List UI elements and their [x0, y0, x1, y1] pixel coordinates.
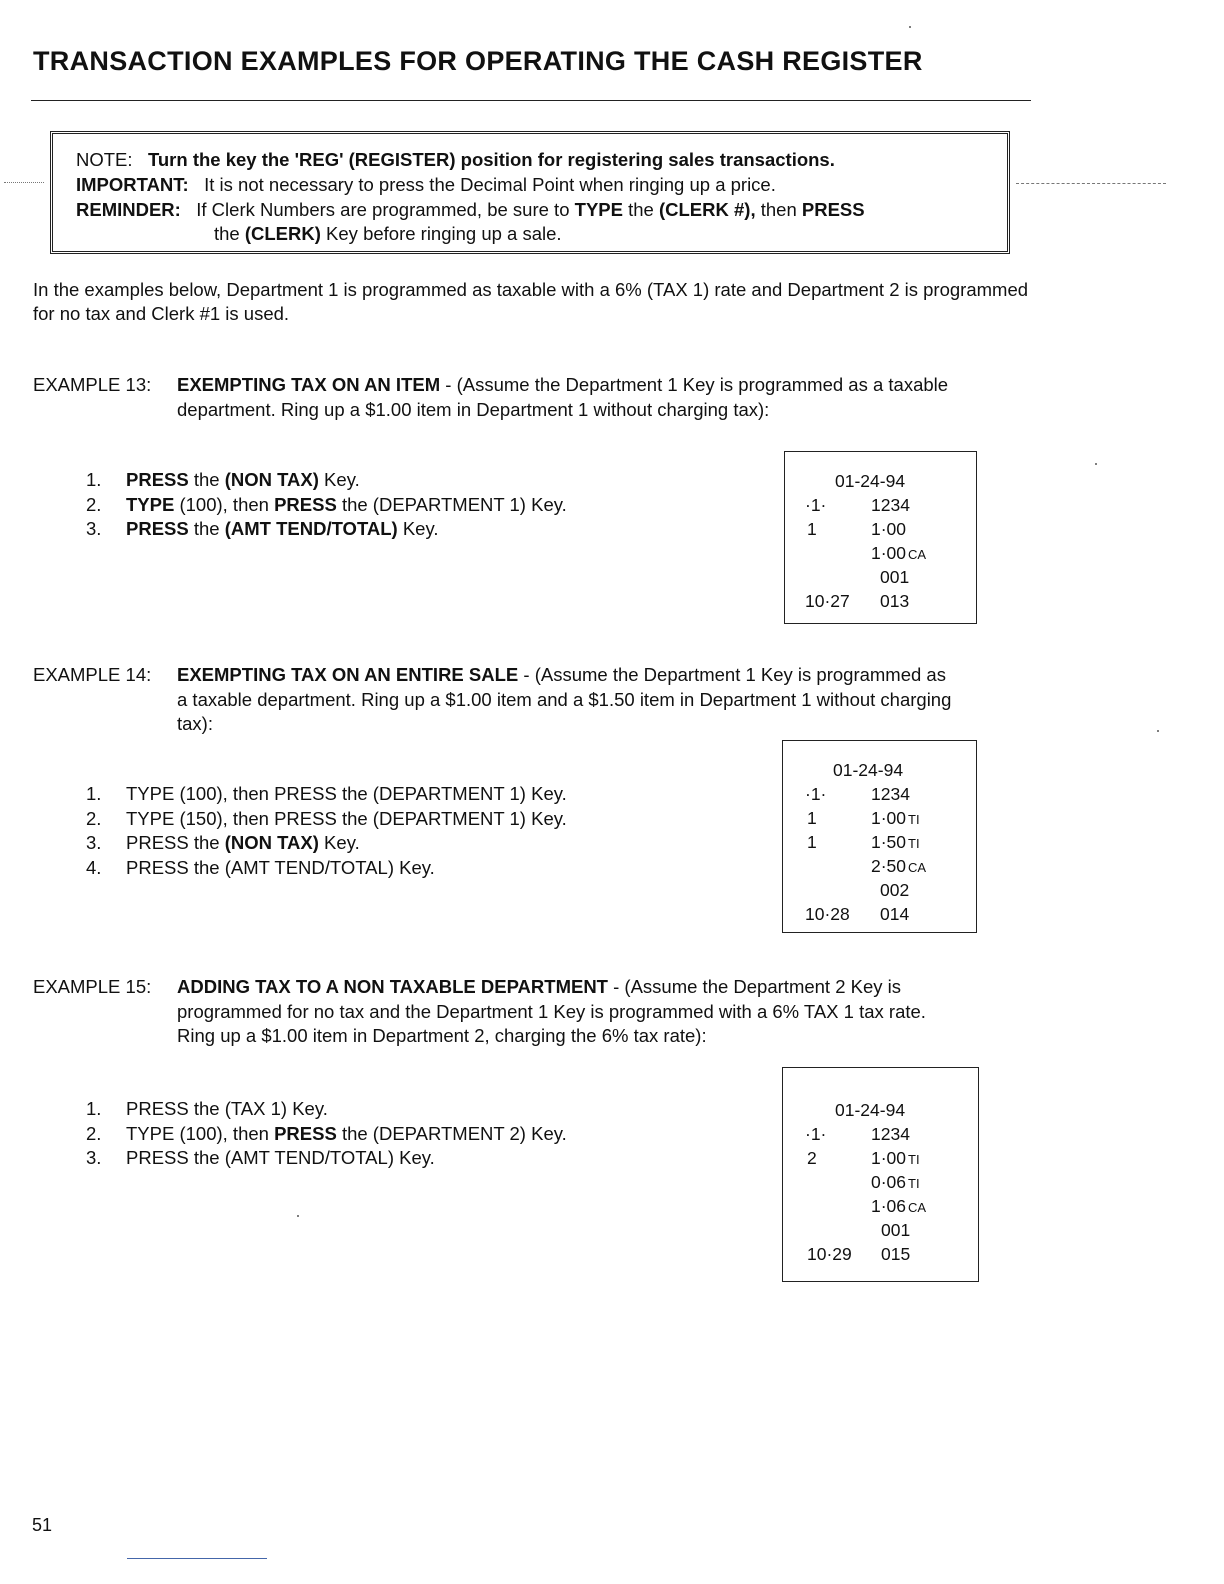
- step-item: [86, 856, 567, 881]
- receipt-count: 001: [881, 1220, 911, 1240]
- receipt-amount: 1·00: [871, 808, 907, 828]
- step-text: the: [188, 856, 225, 878]
- step-text: Key.: [393, 1147, 435, 1168]
- step-item: [86, 1122, 567, 1147]
- important-line: [76, 174, 776, 196]
- receipt-number: 1234: [871, 495, 910, 515]
- step-text: (100), then: [174, 493, 275, 515]
- step-text: the: [188, 518, 225, 539]
- step-text: the: [188, 469, 225, 490]
- footer-line: [127, 1558, 267, 1559]
- receipt-consecutive: 015: [881, 1244, 911, 1264]
- example-heading: EXEMPTING TAX ON AN ENTIRE SALE: [177, 664, 519, 685]
- receipt-tag: CA: [908, 547, 927, 562]
- example-text: - (Assume the Department 1 Key is programmed as: [518, 664, 946, 685]
- step-list: [86, 1097, 567, 1171]
- receipt-date: 01-24-94: [835, 471, 906, 491]
- receipt-item-line: [871, 830, 920, 854]
- step-number: 2.: [86, 807, 102, 829]
- important-label: IMPORTANT:: [76, 174, 189, 195]
- scan-mark-left: [4, 182, 44, 183]
- step-list: [86, 468, 567, 542]
- step-text: Key.: [397, 518, 439, 539]
- important-text: It is not necessary to press the Decimal Point when ringing up a price.: [204, 174, 776, 195]
- scan-speck: [297, 1215, 299, 1217]
- reminder-clerk-key: (CLERK): [244, 223, 321, 244]
- receipt-dept: 1: [807, 519, 817, 539]
- example-label: EXAMPLE 15:: [33, 976, 152, 997]
- step-item: [86, 831, 567, 856]
- step-item: [86, 1097, 567, 1122]
- step-number: 2.: [86, 493, 102, 515]
- step-key: (AMT TEND/TOTAL): [224, 856, 394, 878]
- receipt-amount: 1·00: [871, 1148, 907, 1168]
- receipt-date: 01-24-94: [835, 1100, 906, 1120]
- example-label: EXAMPLE 13:: [33, 374, 152, 395]
- step-text: Key.: [287, 1098, 328, 1119]
- step-action: TYPE: [126, 1122, 175, 1144]
- scan-speck: [909, 26, 911, 28]
- step-text: the: [188, 1147, 225, 1168]
- step-key: (NON TAX): [224, 469, 319, 490]
- note-label: NOTE:: [76, 149, 133, 170]
- receipt-time: 10·29: [807, 1244, 852, 1264]
- intro-paragraph: In the examples below, Department 1 is programmed as taxable with a 6% (TAX 1) rate and Department 2 is programmed for no tax and Clerk #1 is used.: [33, 279, 1029, 324]
- example-text: - (Assume the Department 1 Key is programmed as a taxable: [440, 374, 949, 395]
- receipt-amount: 2·50: [871, 856, 907, 876]
- receipt-time: 10·27: [805, 591, 850, 611]
- receipt-clerk: ·1·: [805, 1124, 827, 1144]
- reminder-text: If Clerk Numbers are programmed, be sure to: [196, 199, 575, 220]
- receipt-consecutive: 013: [880, 591, 910, 611]
- example-label: EXAMPLE 14:: [33, 664, 152, 685]
- reminder-text: the: [622, 199, 659, 220]
- reminder-line: [76, 199, 865, 221]
- receipt-time: 10·28: [805, 904, 850, 924]
- receipt-tag: TI: [908, 1176, 920, 1191]
- receipt-total-line: [871, 854, 926, 878]
- receipt-count: 002: [880, 880, 910, 900]
- receipt-total-line: [871, 1194, 926, 1218]
- receipt-total-line: [871, 541, 926, 565]
- receipt-tax-line: [871, 1170, 920, 1194]
- receipt-clerk: ·1·: [805, 784, 827, 804]
- note-line: [76, 149, 835, 171]
- step-item: [86, 468, 567, 493]
- reminder-clerk-number: (CLERK #),: [658, 199, 756, 220]
- step-action: TYPE: [126, 783, 175, 804]
- step-action: PRESS: [126, 856, 189, 878]
- step-number: 1.: [86, 469, 102, 490]
- step-number: 4.: [86, 856, 102, 878]
- step-action: TYPE: [126, 493, 175, 515]
- scan-mark-right: [1016, 183, 1166, 184]
- step-action: PRESS: [274, 783, 337, 804]
- title-divider: [31, 100, 1031, 101]
- step-action: PRESS: [126, 469, 189, 490]
- step-key: (AMT TEND/TOTAL): [224, 518, 398, 539]
- scan-speck: [1157, 730, 1159, 732]
- receipt-count: 001: [880, 567, 910, 587]
- receipt-item-line: [871, 1146, 920, 1170]
- step-action: PRESS: [274, 807, 337, 829]
- step-text: Key.: [318, 469, 360, 490]
- step-action: PRESS: [274, 1122, 337, 1144]
- reminder-text: then: [755, 199, 802, 220]
- receipt-example-15: [782, 1067, 979, 1282]
- step-action: PRESS: [126, 1147, 189, 1168]
- step-text: (150), then: [174, 807, 275, 829]
- example-heading: ADDING TAX TO A NON TAXABLE DEPARTMENT: [177, 976, 608, 997]
- step-key: (TAX 1): [224, 1098, 288, 1119]
- reminder-press-word: PRESS: [801, 199, 865, 220]
- step-item: [86, 517, 567, 542]
- step-text: the: [188, 1098, 225, 1119]
- reminder-type-word: TYPE: [574, 199, 623, 220]
- receipt-number: 1234: [871, 1124, 910, 1144]
- receipt-amount: 1·00: [871, 519, 907, 539]
- example-text: Ring up a $1.00 item in Department 2, charging the 6% tax rate):: [177, 1025, 707, 1046]
- example-text: a taxable department. Ring up a $1.00 item and a $1.50 item in Department 1 without charging: [177, 688, 952, 710]
- receipt-date: 01-24-94: [833, 760, 904, 780]
- page-title: TRANSACTION EXAMPLES FOR OPERATING THE CASH REGISTER: [33, 46, 923, 76]
- example-description: [177, 373, 1032, 422]
- step-text: the (DEPARTMENT 1) Key.: [336, 807, 567, 829]
- receipt-dept: 1: [807, 808, 817, 828]
- reminder-text: Key before ringing up a sale.: [320, 223, 562, 244]
- step-action: PRESS: [126, 832, 189, 853]
- step-key: (AMT TEND/TOTAL): [224, 1147, 394, 1168]
- receipt-number: 1234: [871, 784, 910, 804]
- step-action: PRESS: [274, 493, 337, 515]
- step-text: the (DEPARTMENT 1) Key.: [336, 783, 567, 804]
- step-text: Key.: [318, 832, 360, 853]
- step-number: 3.: [86, 518, 102, 539]
- receipt-amount: 1·06: [871, 1196, 907, 1216]
- step-number: 3.: [86, 1147, 102, 1168]
- step-number: 1.: [86, 783, 102, 804]
- step-item: [86, 807, 567, 832]
- step-item: [86, 1146, 567, 1171]
- step-list: [86, 782, 567, 880]
- step-action: PRESS: [126, 518, 189, 539]
- example-text: - (Assume the Department 2 Key is: [607, 976, 902, 997]
- example-text: programmed for no tax and the Department 1 Key is programmed with a 6% TAX 1 tax rate.: [177, 1000, 926, 1022]
- receipt-amount: 0·06: [871, 1172, 907, 1192]
- reminder-label: REMINDER:: [76, 199, 181, 220]
- receipt-example-14: [782, 740, 977, 933]
- step-number: 3.: [86, 832, 102, 853]
- reminder-line-2: [214, 223, 562, 245]
- receipt-amount: 1·00: [871, 543, 907, 563]
- step-number: 1.: [86, 1098, 102, 1119]
- receipt-dept: 1: [807, 832, 817, 852]
- step-text: (100), then: [174, 1122, 275, 1144]
- receipt-tag: TI: [908, 1152, 920, 1167]
- step-number: 2.: [86, 1122, 102, 1144]
- receipt-item-line: [871, 806, 920, 830]
- step-action: PRESS: [126, 1098, 189, 1119]
- step-text: (100), then: [174, 783, 275, 804]
- step-action: TYPE: [126, 807, 175, 829]
- note-text: Turn the key the 'REG' (REGISTER) position for registering sales transactions.: [147, 149, 835, 170]
- receipt-dept: 2: [807, 1148, 817, 1168]
- step-key: (NON TAX): [224, 832, 319, 853]
- scan-speck: [1095, 463, 1097, 465]
- example-text: department. Ring up a $1.00 item in Department 1 without charging tax):: [177, 398, 770, 420]
- step-item: [86, 493, 567, 518]
- receipt-tag: CA: [908, 860, 927, 875]
- example-description: [177, 663, 1032, 737]
- page-number: 51: [32, 1515, 53, 1535]
- receipt-tag: TI: [908, 812, 920, 827]
- step-text: the: [188, 832, 225, 853]
- example-description: [177, 975, 1032, 1049]
- receipt-amount: 1·50: [871, 832, 907, 852]
- receipt-tag: TI: [908, 836, 920, 851]
- receipt-consecutive: 014: [880, 904, 910, 924]
- step-text: Key.: [393, 856, 435, 878]
- receipt-clerk: ·1·: [805, 495, 827, 515]
- step-item: [86, 782, 567, 807]
- step-text: the (DEPARTMENT 1) Key.: [336, 493, 567, 515]
- reminder-text: the: [214, 223, 245, 244]
- receipt-tag: CA: [908, 1200, 927, 1215]
- step-text: the (DEPARTMENT 2) Key.: [336, 1122, 567, 1144]
- example-heading: EXEMPTING TAX ON AN ITEM: [177, 374, 441, 395]
- receipt-example-13: [784, 451, 977, 624]
- example-text: tax):: [177, 713, 213, 734]
